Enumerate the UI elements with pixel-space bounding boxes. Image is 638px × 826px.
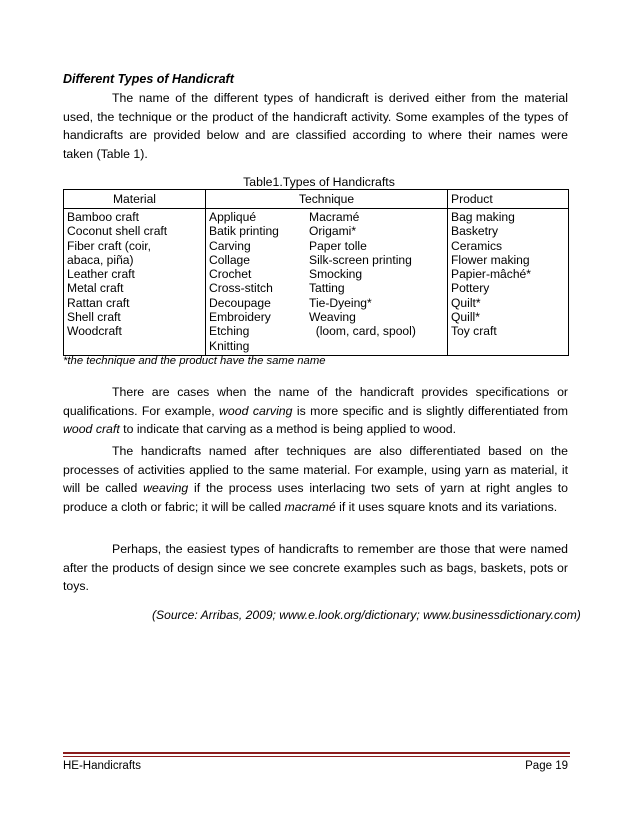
technique-item: Cross-stitch (209, 281, 273, 296)
page-number: Page 19 (525, 760, 568, 772)
paragraph-text: if it uses square knots and its variations. (335, 500, 558, 515)
technique-item: Knitting (209, 338, 250, 353)
paragraph-techniques (63, 442, 568, 517)
emphasis-term: weaving (143, 481, 189, 496)
technique-item: Weaving (309, 310, 356, 325)
emphasis-term: wood craft (63, 422, 120, 437)
technique-item: Embroidery (209, 310, 271, 325)
material-item: Metal craft (67, 281, 124, 296)
section-heading: Different Types of Handicraft (63, 72, 234, 86)
material-item: Bamboo craft (67, 210, 139, 224)
technique-item: Appliqué (209, 210, 257, 224)
material-item: abaca, piña) (67, 252, 134, 267)
table-footnote: *the technique and the product have the same name (63, 355, 326, 367)
source-citation: (Source: Arribas, 2009; www.e.look.org/dictionary; www.businessdictionary.com) (152, 608, 581, 622)
technique-item: Batik printing (209, 224, 279, 239)
product-item: Ceramics (451, 238, 503, 253)
material-item: Woodcraft (67, 324, 122, 339)
table-body-row (64, 209, 569, 356)
material-item: Rattan craft (67, 295, 130, 310)
technique-item: Carving (209, 238, 251, 253)
product-item: Quilt* (451, 295, 481, 310)
paragraph-text: if the process uses interlacing two sets of yarn at right angles to produce a cloth or fabric; it will be called (63, 481, 568, 515)
product-item: Papier-mâché* (451, 267, 531, 282)
technique-item: Paper tolle (309, 238, 367, 253)
header-product: Product (448, 190, 569, 209)
product-item: Basketry (451, 224, 499, 239)
technique-item: Macramé (309, 210, 360, 224)
footer-title: HE-Handicrafts (63, 760, 141, 772)
handicraft-types-table (63, 189, 569, 356)
table-caption: Table1.Types of Handicrafts (243, 175, 395, 189)
material-cell (64, 209, 206, 356)
intro-paragraph (63, 89, 568, 164)
technique-item: Tatting (309, 281, 345, 296)
product-item: Bag making (451, 210, 515, 224)
technique-column-a (209, 210, 309, 353)
technique-item: Crochet (209, 267, 252, 282)
material-item: Leather craft (67, 267, 135, 282)
paragraph-text: is more specific and is slightly differentiated from (292, 403, 568, 418)
paragraph-text: The handicrafts named after techniques are also differentiated based on the processes of activities applied to the same material. For example, using yarn as material, it will be called (63, 444, 568, 496)
paragraph-specifications (63, 383, 568, 439)
product-item: Flower making (451, 252, 530, 267)
emphasis-term: wood carving (219, 403, 293, 418)
header-material: Material (64, 190, 206, 209)
material-item: Coconut shell craft (67, 224, 168, 239)
intro-text: The name of the different types of handicraft is derived either from the material used, the technique or the product of the handicraft activity. Some examples of the types of handicrafts are provided below and are classified according to where their names were taken (Table 1). (63, 91, 568, 162)
header-technique: Technique (206, 190, 448, 209)
technique-column-b (309, 210, 444, 353)
technique-item: Silk-screen printing (309, 252, 412, 267)
footer-rule-thick (63, 752, 570, 754)
technique-cell (206, 209, 448, 356)
technique-item: Tie-Dyeing* (309, 295, 372, 310)
paragraph-text: to indicate that carving as a method is being applied to wood. (119, 422, 457, 437)
paragraph-products (63, 540, 568, 596)
technique-item: Smocking (309, 267, 363, 282)
product-item: Pottery (451, 281, 490, 296)
product-item: Quill* (451, 310, 480, 325)
material-item: Shell craft (67, 310, 121, 325)
technique-item: Origami* (309, 224, 357, 239)
paragraph-text: There are cases when the name of the handicraft provides specifications or qualifications. For example, (63, 385, 568, 418)
technique-item: Decoupage (209, 295, 271, 310)
paragraph-text: Perhaps, the easiest types of handicrafts to remember are those that were named after the products of design since we see concrete examples such as bags, baskets, pots or toys. (63, 542, 568, 594)
emphasis-term: macramé (284, 500, 336, 515)
technique-item: (loom, card, spool) (309, 324, 416, 339)
technique-item: Etching (209, 324, 250, 339)
material-item: Fiber craft (coir, (67, 238, 152, 253)
footer-rule-thin (63, 756, 570, 757)
product-item: Toy craft (451, 324, 497, 339)
product-cell (448, 209, 569, 356)
table-header-row (64, 190, 569, 209)
technique-item: Collage (209, 252, 251, 267)
